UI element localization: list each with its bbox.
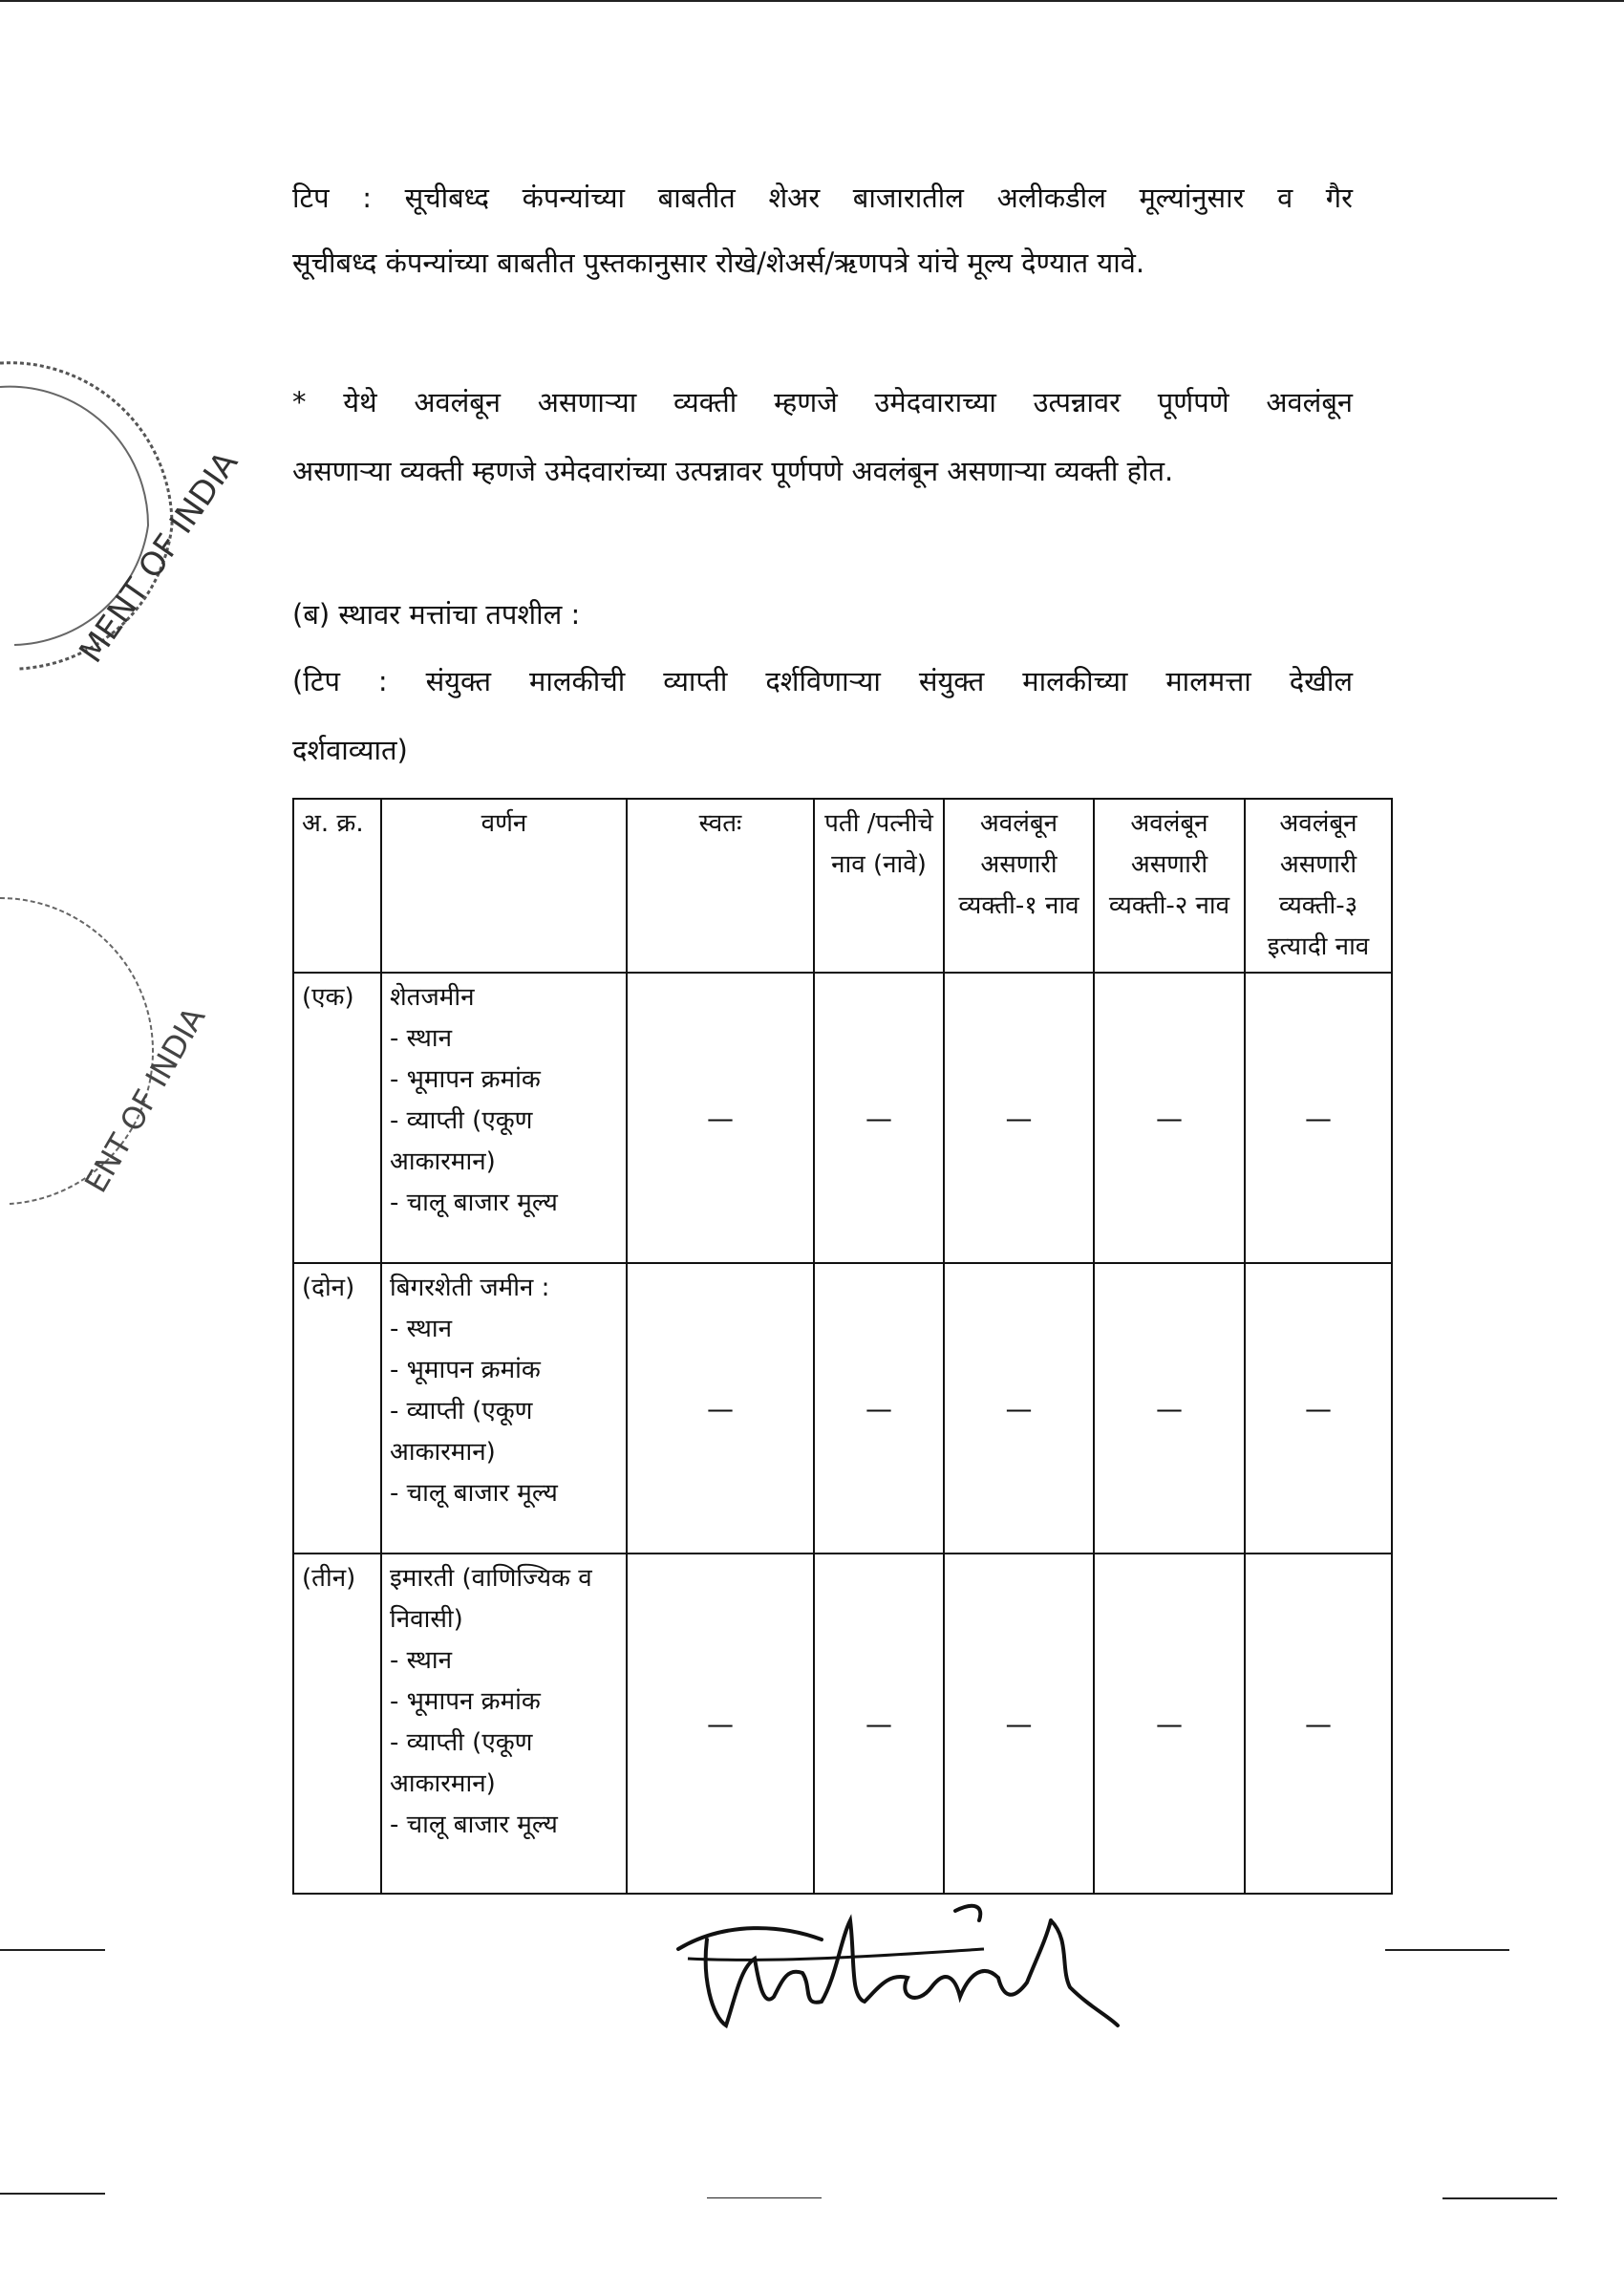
value-dependent-2: — [1094, 1263, 1245, 1554]
row-item: - चालू बाजार मूल्य [390, 1811, 558, 1839]
scan-artifact-line [0, 0, 1624, 2]
header-serial: अ. क्र. [293, 799, 381, 973]
value-self: — [627, 1263, 814, 1554]
header-spouse: पती /पत्नीचे नाव (नावे) [814, 799, 944, 973]
scan-artifact-line [1442, 2197, 1557, 2199]
row-description [381, 1554, 627, 1894]
value-dependent-2: — [1094, 973, 1245, 1263]
scan-artifact-line [707, 2197, 822, 2198]
table-row [293, 973, 1392, 1263]
section-note-line2: दर्शवाव्यात) [292, 734, 408, 766]
row-number: (एक) [293, 973, 381, 1263]
row-item: - स्थान [390, 1315, 453, 1343]
header-dependent-2: अवलंबून असणारी व्यक्ती-२ नाव [1094, 799, 1245, 973]
note-listed-companies-line1: टिप : सूचीबध्द कंपन्यांच्या बाबतीत शेअर बाजारातील अलीकडील मूल्यांनुसार व गैर [292, 182, 1353, 214]
row-item: - भूमापन क्रमांक [390, 1356, 541, 1384]
header-self: स्वतः [627, 799, 814, 973]
row-item: - व्याप्ती (एकूण आकारमान) [390, 1728, 533, 1798]
value-dependent-2: — [1094, 1554, 1245, 1894]
value-dependent-3: — [1245, 1554, 1392, 1894]
table-header-row [293, 799, 1392, 973]
row-number: (तीन) [293, 1554, 381, 1894]
row-item: - स्थान [390, 1024, 453, 1053]
immovable-assets-table [292, 798, 1393, 1895]
value-dependent-3: — [1245, 1263, 1392, 1554]
row-title: इमारती (वाणिज्यिक व निवासी) [390, 1564, 592, 1634]
signature [669, 1882, 1127, 2054]
header-dependent-1: अवलंबून असणारी व्यक्ती-१ नाव [944, 799, 1094, 973]
row-number: (दोन) [293, 1263, 381, 1554]
note-dependents-line1: * येथे अवलंबून असणाऱ्या व्यक्ती म्हणजे उमेदवाराच्या उत्पन्नावर पूर्णपणे अवलंबून [292, 386, 1353, 418]
note-dependents-line2: असणाऱ्या व्यक्ती म्हणजे उमेदवारांच्या उत्पन्नावर पूर्णपणे अवलंबून असणाऱ्या व्यक्ती होत. [292, 455, 1174, 487]
header-dependent-3: अवलंबून असणारी व्यक्ती-३ इत्यादी नाव [1245, 799, 1392, 973]
scan-artifact-line [1385, 1949, 1509, 1951]
value-dependent-1: — [944, 1263, 1094, 1554]
row-description [381, 973, 627, 1263]
value-dependent-1: — [944, 1554, 1094, 1894]
svg-text:ENT OF INDIA: ENT OF INDIA [76, 1000, 213, 1199]
value-self: — [627, 973, 814, 1263]
row-description [381, 1263, 627, 1554]
value-dependent-1: — [944, 973, 1094, 1263]
row-item: - व्याप्ती (एकूण आकारमान) [390, 1106, 533, 1176]
value-spouse: — [814, 973, 944, 1263]
row-item: - स्थान [390, 1646, 453, 1675]
row-title: बिगरशेती जमीन : [390, 1274, 550, 1302]
row-item: - व्याप्ती (एकूण आकारमान) [390, 1397, 533, 1467]
scan-artifact-line [0, 2193, 105, 2195]
table-row [293, 1554, 1392, 1894]
value-self: — [627, 1554, 814, 1894]
section-note-line1: (टिप : संयुक्त मालकीची व्याप्ती दर्शविणाऱ्या संयुक्त मालकीच्या मालमत्ता देखील [292, 665, 1353, 697]
header-description: वर्णन [381, 799, 627, 973]
row-item: - चालू बाजार मूल्य [390, 1479, 558, 1508]
government-stamp-bottom [0, 879, 213, 1223]
row-item: - भूमापन क्रमांक [390, 1065, 541, 1094]
row-item: - चालू बाजार मूल्य [390, 1189, 558, 1217]
row-item: - भूमापन क्रमांक [390, 1687, 541, 1716]
value-spouse: — [814, 1554, 944, 1894]
table-row [293, 1263, 1392, 1554]
note-listed-companies-line2: सूचीबध्द कंपन्यांच्या बाबतीत पुस्तकानुसार रोखे/शेअर्स/ऋणपत्रे यांचे मूल्य देण्यात यावे. [292, 246, 1145, 279]
value-dependent-3: — [1245, 973, 1392, 1263]
scan-artifact-line [0, 1949, 105, 1951]
section-title: (ब) स्थावर मत्तांचा तपशील : [292, 598, 581, 631]
svg-text:MENT OF INDIA: MENT OF INDIA [72, 444, 246, 671]
value-spouse: — [814, 1263, 944, 1554]
government-stamp-top [0, 344, 246, 688]
row-title: शेतजमीन [390, 983, 475, 1012]
